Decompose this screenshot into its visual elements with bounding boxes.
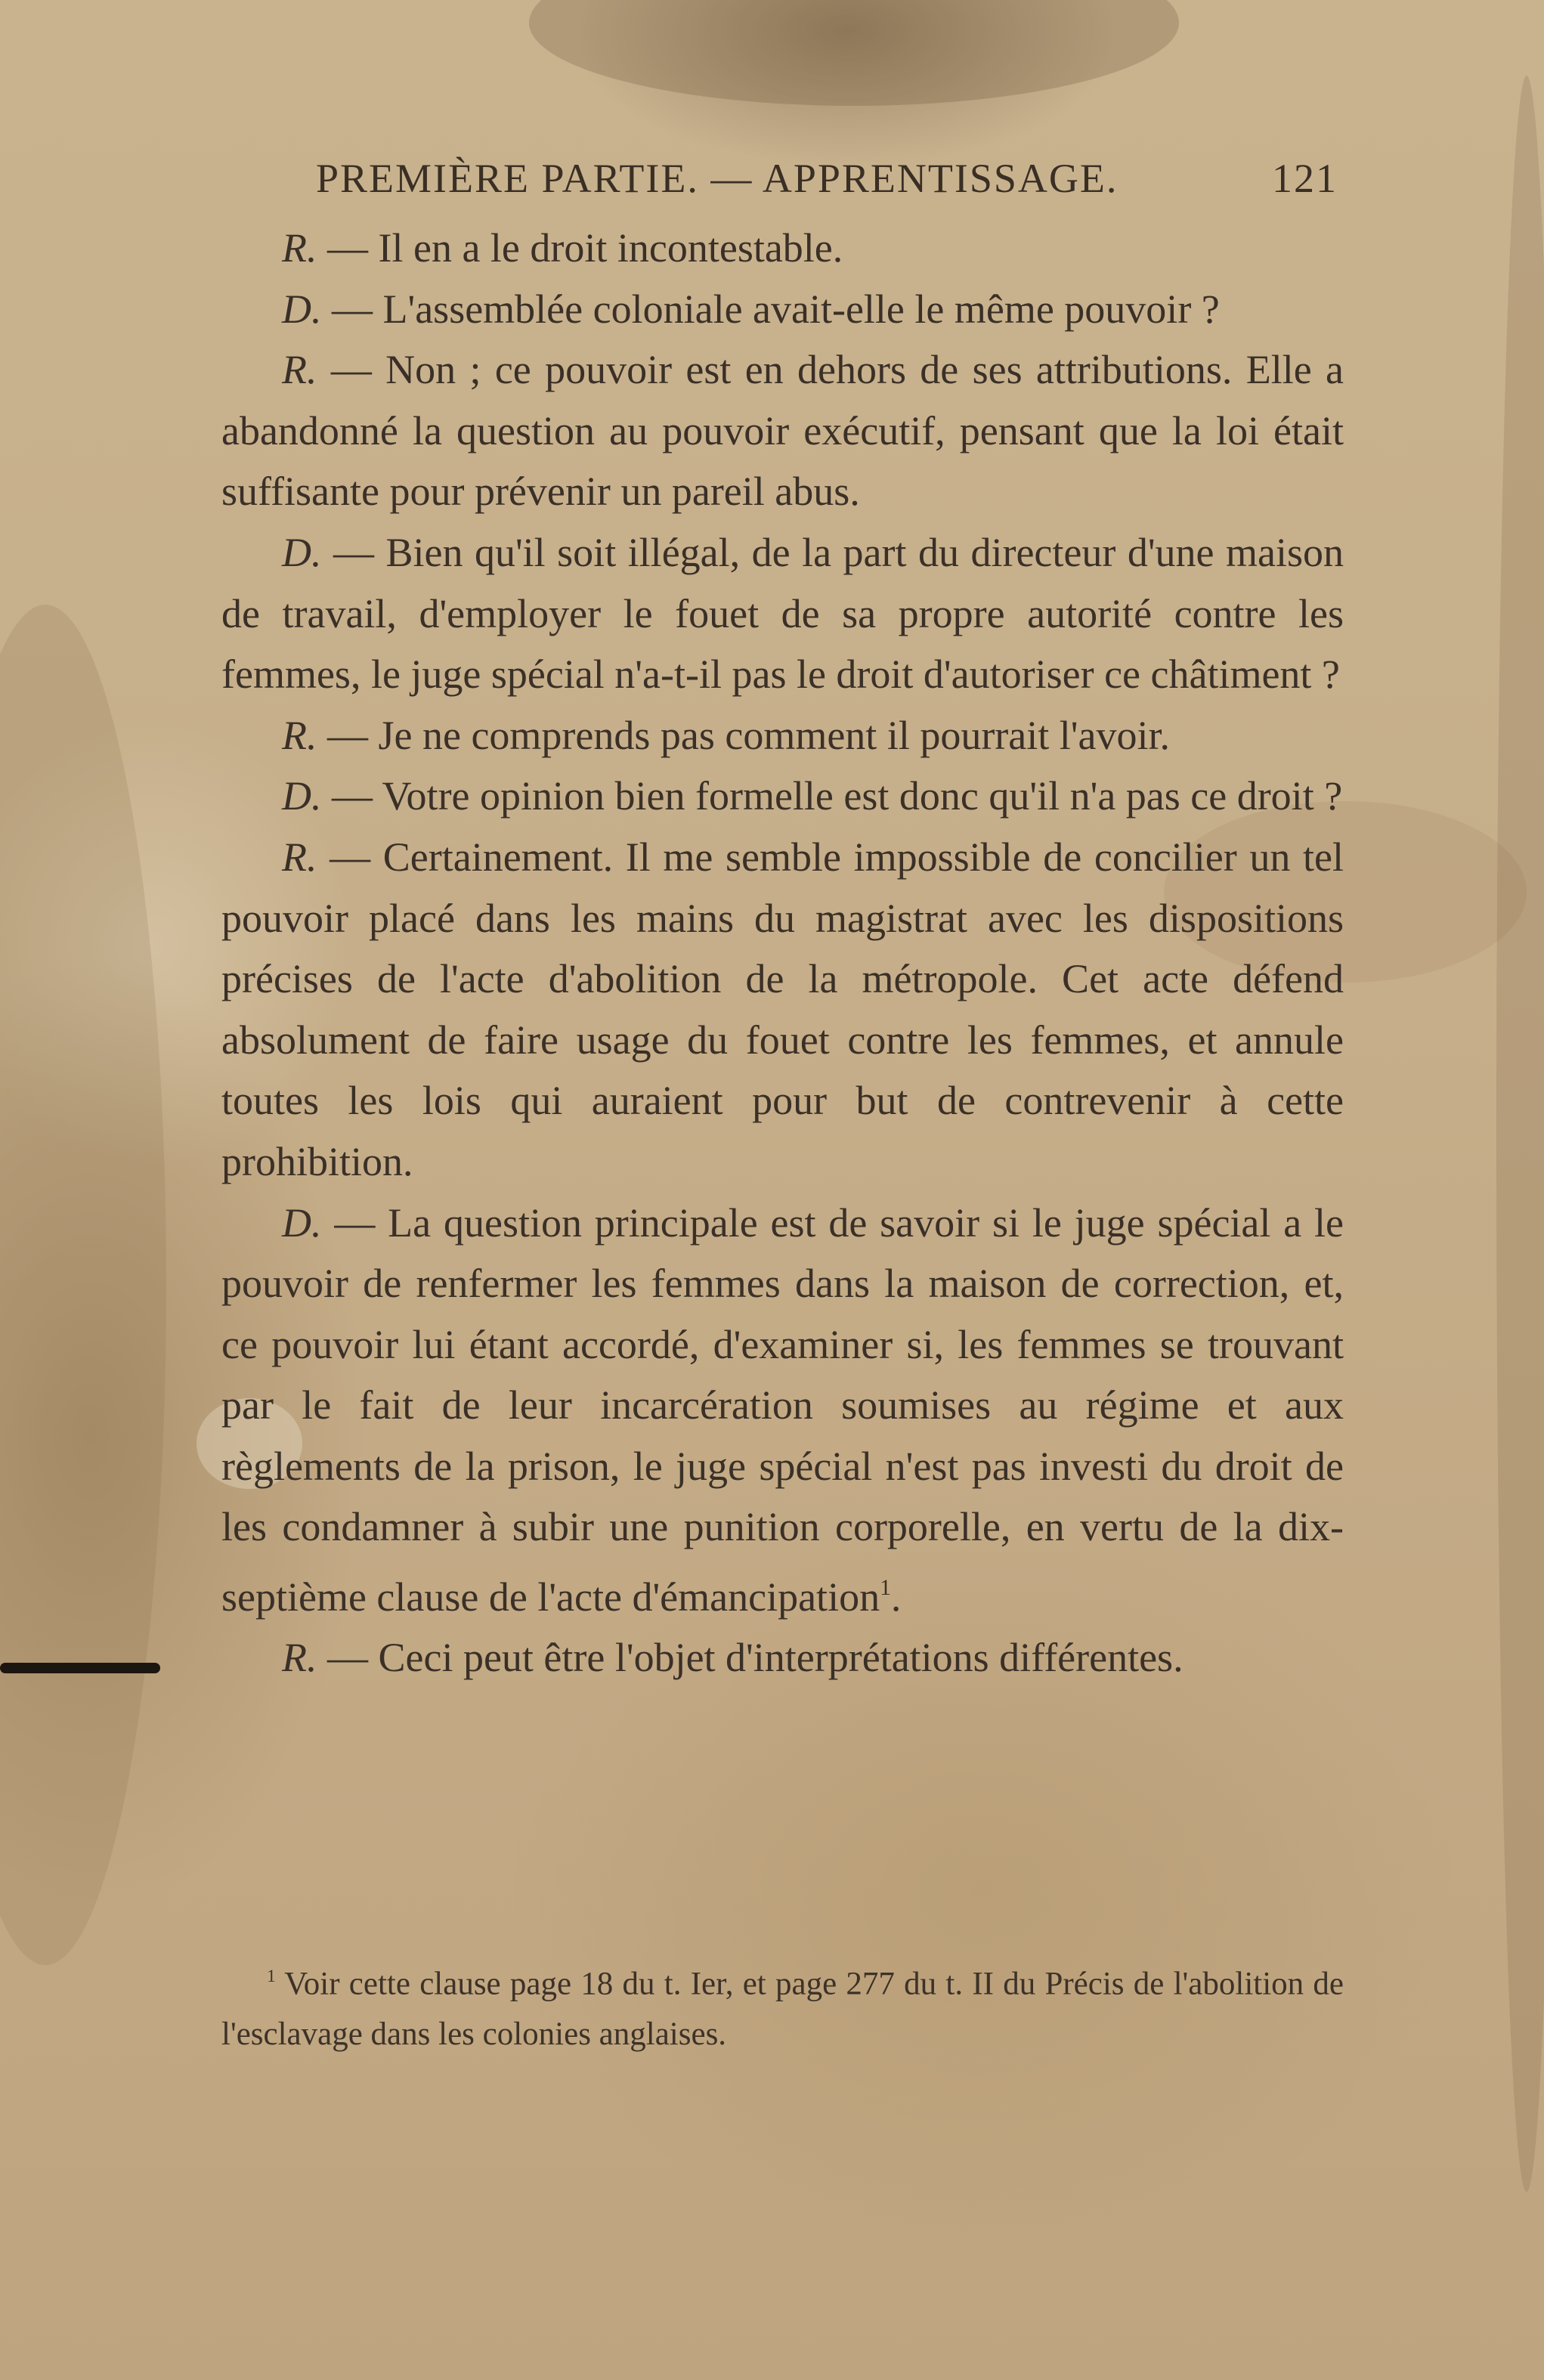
speaker-label: D.: [282, 1199, 322, 1246]
paragraph: [221, 522, 1344, 705]
footnote-text: Voir cette clause page 18 du t. Ier, et page 277 du t. II du Précis de l'abolition de l'esclavage dans les colonies anglaises.: [221, 1966, 1344, 2052]
paragraph-text: — Certainement. Il me semble impossible de concilier un tel pouvoir placé dans les mains du magistrat avec les dispositions précises de l'acte d'abolition de la métropole. Cet acte défend absolument de faire usage du fouet contre les femmes, et annule toutes les lois qui auraient pour but de contrevenir à cette prohibition.: [221, 834, 1344, 1184]
paragraph: [221, 705, 1344, 766]
page-number: 121: [1272, 156, 1338, 201]
running-title: PREMIÈRE PARTIE. — APPRENTISSAGE.: [316, 156, 1119, 201]
speaker-label: D.: [282, 286, 322, 332]
paragraph: [221, 279, 1344, 340]
paragraph: [221, 1627, 1344, 1688]
footnote-paragraph: [221, 1951, 1344, 2060]
speaker-label: R.: [282, 347, 317, 393]
paragraph-text: — L'assemblée coloniale avait-elle le même pouvoir ?: [321, 286, 1220, 332]
paragraph-text: — Ceci peut être l'objet d'interprétations différentes.: [317, 1635, 1184, 1681]
paragraph-text: — Bien qu'il soit illégal, de la part du directeur d'une maison de travail, d'employer le fouet de sa propre autorité contre les femmes, le juge spécial n'a-t-il pas le droit d'autoriser ce châtiment ?: [221, 529, 1344, 698]
paragraph-tail: .: [890, 1574, 902, 1620]
speaker-label: R.: [282, 834, 317, 880]
speaker-label: D.: [282, 773, 322, 819]
speaker-label: R.: [282, 225, 317, 271]
paragraph-text: — Votre opinion bien formelle est donc qu'il n'a pas ce droit ?: [321, 773, 1343, 819]
speaker-label: R.: [282, 1635, 317, 1681]
speaker-label: D.: [282, 529, 322, 575]
page-header: [316, 155, 1338, 215]
paragraph-text: — La question principale est de savoir si le juge spécial a le pouvoir de renfermer les femmes dans la maison de correction, et, ce pouvoir lui étant accordé, d'examiner si, les femmes se trouvant par le fait de leur incarcération soumises au régime et aux règlements de la prison, le juge spécial n'est pas investi du droit de les condamner à subir une punition corporelle, en vertu de la dix-septième clause de l'acte d'émancipation: [221, 1199, 1344, 1620]
ink-mark: [0, 1663, 160, 1673]
footnote: [221, 1951, 1344, 2060]
paragraph-text: — Je ne comprends pas comment il pourrait l'avoir.: [317, 712, 1170, 758]
speaker-label: R.: [282, 712, 317, 758]
paragraph: [221, 766, 1344, 827]
paragraph-text: — Non ; ce pouvoir est en dehors de ses attributions. Elle a abandonné la question au pouvoir exécutif, pensant que la loi était suffisante pour prévenir un pareil abus.: [221, 347, 1344, 515]
paragraph-text: — Il en a le droit incontestable.: [317, 225, 843, 271]
paragraph: [221, 1193, 1344, 1628]
paragraph: [221, 339, 1344, 522]
body-text: [221, 218, 1344, 1688]
footnote-marker: 1: [267, 1967, 276, 1986]
paragraph: [221, 218, 1344, 279]
paragraph: [221, 827, 1344, 1193]
footnote-reference: 1: [880, 1576, 891, 1601]
